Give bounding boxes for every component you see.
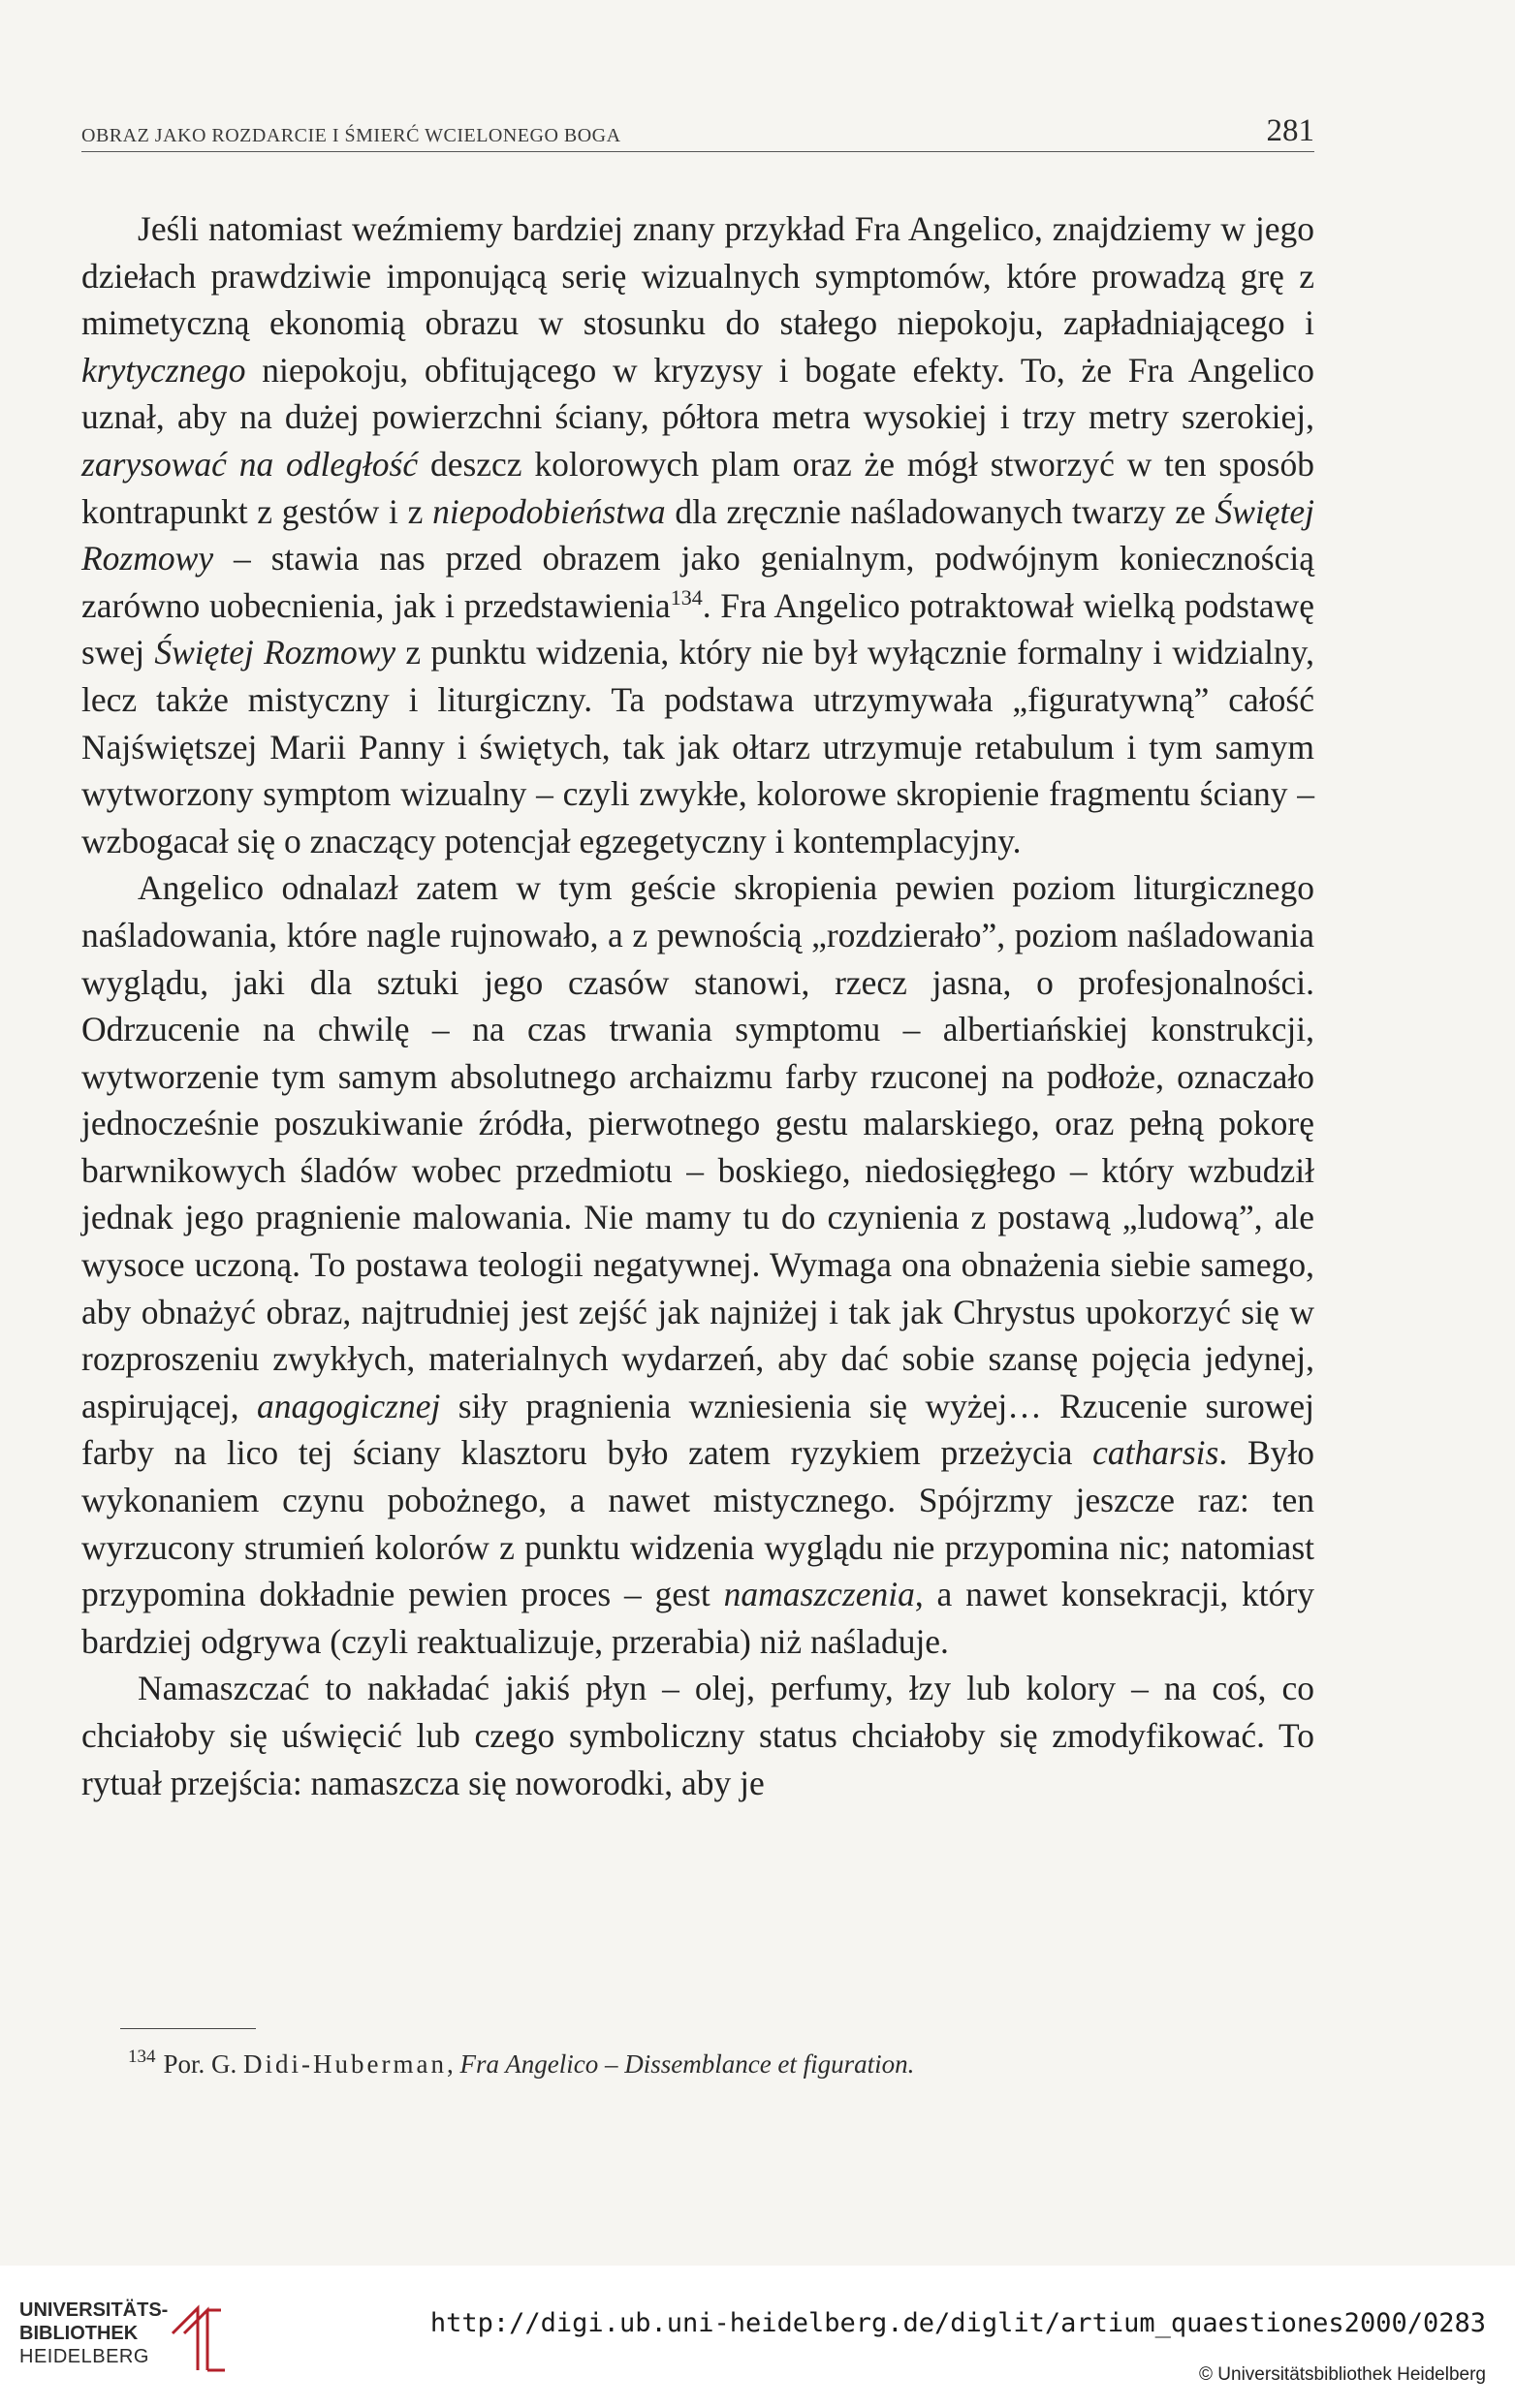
paragraph-3: Namaszczać to nakładać jakiś płyn – olej, perfumy, łzy lub kolory – na coś, co chciałoby się uświęcić lub czego symboliczny status chciałoby się zmodyfikować. To rytuał przejścia: namaszcza się noworodki, aby je	[81, 1669, 1314, 1802]
footnote-author: Didi-Huberman	[243, 2049, 447, 2079]
library-logo: UNIVERSITÄTS- BIBLIOTHEK HEIDELBERG	[19, 2295, 233, 2382]
footnote-number: 134	[128, 2047, 156, 2067]
running-head: OBRAZ JAKO ROZDARCIE I ŚMIERĆ WCIELONEGO BOGA	[81, 125, 621, 146]
footnote-divider	[120, 2028, 256, 2029]
paragraph-1: Jeśli natomiast weźmiemy bardziej znany przykład Fra Angelico, znajdziemy w jego dziełach prawdziwie imponującą serię wizualnych symptomów, które prowadzą grę z mimetyczną ekonomią obrazu w stosunku do stałego niepokoju, zapładniającego i krytycznego niepokoju, obfitującego w kryzysy i bogate efekty. To, że Fra Angelico uznał, aby na dużej powierzchni ściany, półtora metra wysokiej i trzy metry szerokiej, zarysować na odległość deszcz kolorowych plam oraz że mógł stworzyć w ten sposób kontrapunkt z gestów i z niepodobieństwa dla zręcznie naśladowanych twarzy ze Świętej Rozmowy – stawia nas przed obrazem jako genialnym, podwójnym koniecznością zarówno uobecnienia, jak i przedstawienia$^{134}$. Fra Angelico potraktował wielką podstawę swej Świętej Rozmowy z punktu widzenia, który nie był wyłącznie formalny i widzialny, lecz także mistyczny i liturgiczny. Ta podstawa utrzymywała „figuratywną” całość Najświętszej Marii Panny i świętych, tak jak ołtarz utrzymuje retabulum i tym samym wytworzony symptom wizualny – czyli zwykłe, kolorowe skropienie fragmentu ściany – wzbogacał się o znaczący potencjał egzegetyczny i kontemplacyjny.	[81, 209, 1314, 860]
body-text	[81, 205, 1314, 1806]
footnote: $^{134}$ Por. G. Didi-Huberman, Fra Angelico – Dissemblance et figuration.	[128, 2047, 915, 2079]
source-url[interactable]: http://digi.ub.uni-heidelberg.de/diglit/artium_quaestiones2000/0283	[429, 2308, 1486, 2338]
library-footer	[0, 2266, 1515, 2408]
page-number: 281	[1266, 113, 1314, 148]
page-header	[81, 114, 1314, 152]
footnote-ref: 134	[670, 584, 703, 610]
library-logo-icon	[165, 2295, 229, 2374]
paragraph-2: Angelico odnalazł zatem w tym geście skropienia pewien poziom liturgicznego naśladowania, które nagle rujnowało, a z pewnością „rozdzierało”, poziom naśladowania wyglądu, jaki dla sztuki jego czasów stanowi, rzecz jasna, o profesjonalności. Odrzucenie na chwilę – na czas trwania symptomu – albertiańskiej konstrukcji, wytworzenie tym samym absolutnego archaizmu farby rzuconej na podłoże, oznaczało jednocześnie poszukiwanie źródła, pierwotnego gestu malarskiego, oraz pełną pokorę barwnikowych śladów wobec przedmiotu – boskiego, niedosięgłego – który wzbudził jednak jego pragnienie malowania. Nie mamy tu do czynienia z postawą „ludową”, ale wysoce uczoną. To postawa teologii negatywnej. Wymaga ona obnażenia siebie samego, aby obnażyć obraz, najtrudniej jest zejść jak najniżej i tak jak Chrystus upokorzyć się w rozproszeniu zwykłych, materialnych wydarzeń, aby dać sobie szansę pojęcia jedynej, aspirującej, anagogicznej siły pragnienia wzniesienia się wyżej… Rzucenie surowej farby na lico tej ściany klasztoru było zatem ryzykiem przeżycia catharsis. Było wykonaniem czynu pobożnego, a nawet mistycznego. Spójrzmy jeszcze raz: ten wyrzucony strumień kolorów z punktu widzenia wyglądu nie przypomina nic; natomiast przypomina dokładnie pewien proces – gest namaszczenia, a nawet konsekracji, który bardziej odgrywa (czyli reaktualizuje, przerabia) niż naśladuje.	[81, 868, 1315, 1661]
footnote-title: Fra Angelico – Dissemblance et figuration.	[459, 2049, 915, 2079]
copyright-notice: © Universitätsbibliothek Heidelberg	[1199, 2364, 1486, 2385]
